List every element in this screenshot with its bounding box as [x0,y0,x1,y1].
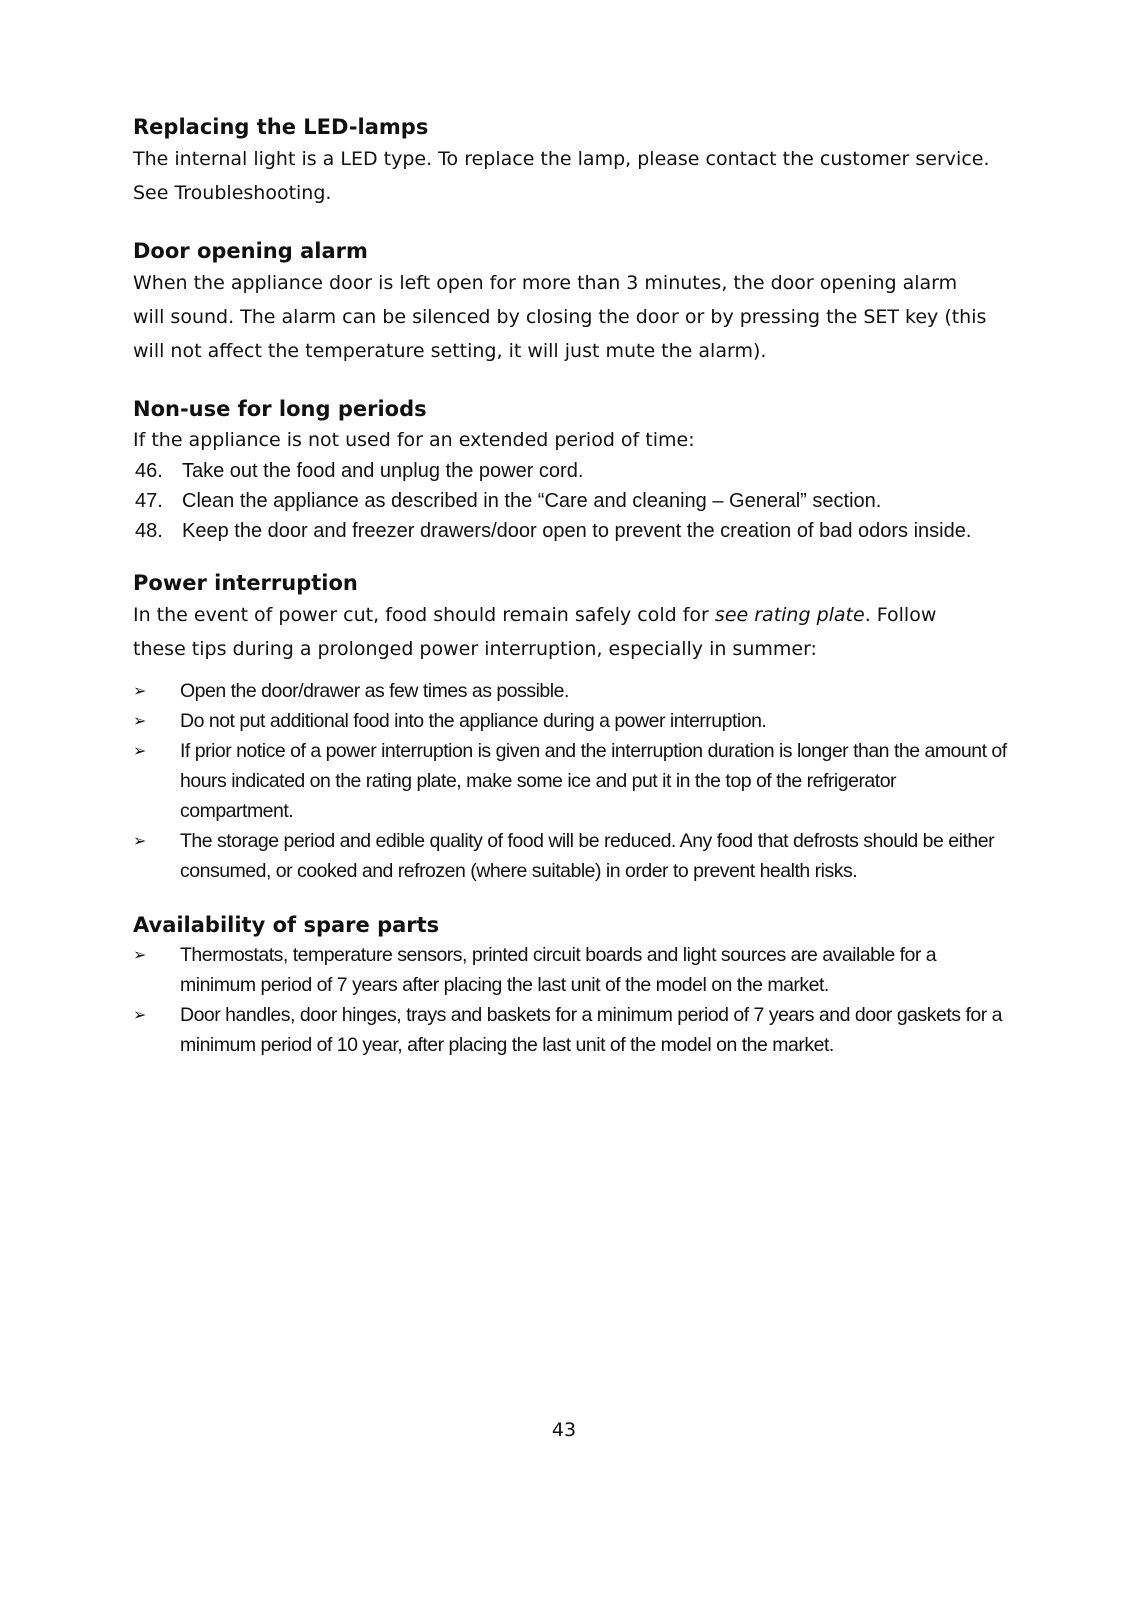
power-intro-italic: see rating plate [714,604,865,626]
non-use-intro: If the appliance is not used for an extended period of time: [133,429,695,451]
power-bullet-list [133,676,1013,886]
arrow-bullet-icon: ➢ [133,945,147,964]
list-item [133,736,1013,826]
list-item [133,1000,1013,1060]
list-item-number: 48. [135,520,163,542]
non-use-list [133,456,1013,546]
list-item [133,516,1013,546]
list-item-text: Take out the food and unplug the power cord. [182,460,584,482]
list-item-text: The storage period and edible quality of food will be reduced. Any food that defrosts should be either consumed, or cooked and refrozen (where suitable) in order to prevent health risks. [180,830,995,882]
arrow-bullet-icon: ➢ [133,741,147,760]
power-intro-line-2: these tips during a prolonged power interruption, especially in summer: [133,638,817,660]
section-spare-parts [133,910,1013,1060]
section-door-alarm [133,236,1013,368]
section-title-door-alarm: Door opening alarm [133,239,368,263]
arrow-bullet-icon: ➢ [133,1005,147,1024]
list-item-text: Door handles, door hinges, trays and baskets for a minimum period of 7 years and door gaskets for a minimum period of 10 year, after placing the last unit of the model on the market. [180,1004,1002,1056]
list-item-text: If prior notice of a power interruption is given and the interruption duration is longer than the amount of hours indicated on the rating plate, make some ice and put it in the top of the refrigerator compartment. [180,740,1007,822]
list-item [133,676,1013,706]
power-intro-end: . Follow [864,604,937,626]
list-item [133,706,1013,736]
list-item [133,456,1013,486]
section-title-led-lamps: Replacing the LED-lamps [133,115,429,139]
page-content [133,112,1013,1078]
section-non-use [133,394,1013,546]
list-item-text: Thermostats, temperature sensors, printed circuit boards and light sources are available for a minimum period of 7 years after placing the last unit of the model on the market. [180,944,937,996]
list-item-number: 47. [135,490,163,512]
section-title-power-interruption: Power interruption [133,571,358,595]
power-intro-line-1 [133,598,1013,632]
list-item-text: Keep the door and freezer drawers/door open to prevent the creation of bad odors inside. [182,520,972,542]
door-alarm-line-2: will sound. The alarm can be silenced by closing the door or by pressing the SET key (this [133,306,987,328]
list-item [133,940,1013,1000]
arrow-bullet-icon: ➢ [133,831,147,850]
list-item [133,486,1013,516]
section-led-lamps [133,112,1013,210]
section-power-interruption [133,568,1013,886]
spare-parts-bullet-list [133,940,1013,1060]
section-title-non-use: Non-use for long periods [133,397,427,421]
list-item-text: Clean the appliance as described in the “Care and cleaning – General” section. [182,490,882,512]
led-text-line-1: The internal light is a LED type. To replace the lamp, please contact the customer service. [133,148,990,170]
arrow-bullet-icon: ➢ [133,681,147,700]
list-item-text: Do not put additional food into the appliance during a power interruption. [180,710,767,732]
list-item-text: Open the door/drawer as few times as possible. [180,680,569,702]
door-alarm-line-3: will not affect the temperature setting, it will just mute the alarm). [133,340,767,362]
arrow-bullet-icon: ➢ [133,711,147,730]
power-intro-start: In the event of power cut, food should remain safely cold for [133,604,715,626]
section-title-spare-parts: Availability of spare parts [133,913,440,937]
led-text-line-2: See Troubleshooting. [133,182,332,204]
list-item [133,826,1013,886]
list-item-number: 46. [135,460,163,482]
door-alarm-line-1: When the appliance door is left open for more than 3 minutes, the door opening alarm [133,272,958,294]
page-number: 43 [551,1419,577,1441]
